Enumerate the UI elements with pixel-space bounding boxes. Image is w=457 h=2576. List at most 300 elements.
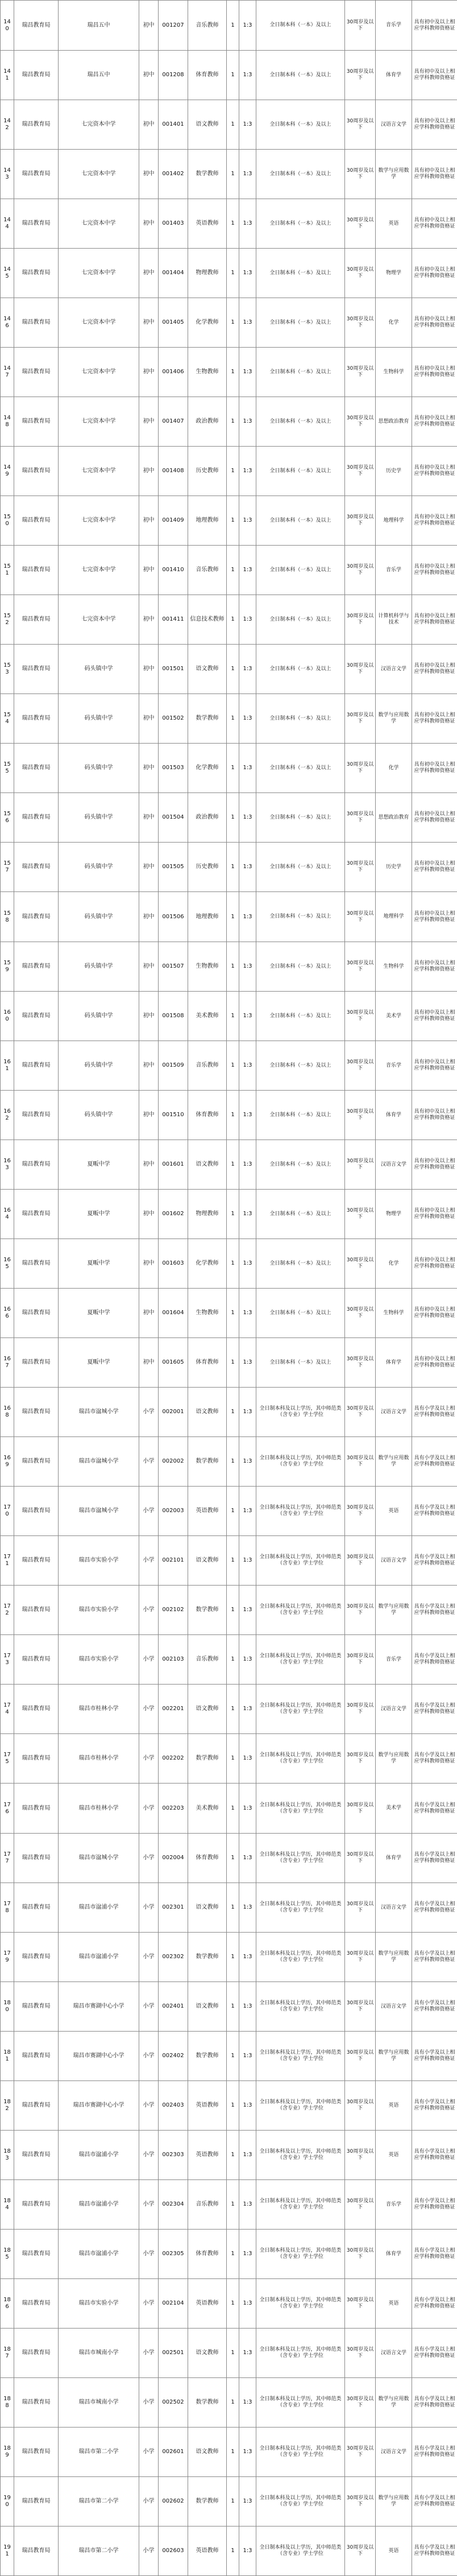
exam-ratio-cell: 1:3 [239, 1982, 256, 2032]
row-number: 168 [1, 1388, 14, 1437]
education-cell: 全日制本科及以上学历，其中师范类（含专业）学士学位 [256, 1982, 345, 2032]
post-name-cell: 音乐教师 [188, 546, 227, 595]
major-cell: 生物科学 [376, 1289, 412, 1338]
department-cell: 瑞昌教育局 [14, 397, 59, 447]
other-conditions-cell: 具有初中及以上相应学科教师资格证 [412, 546, 457, 595]
age-cell: 30周岁及以下 [345, 298, 376, 348]
row-number: 184 [1, 2180, 14, 2230]
row-number: 167 [1, 1338, 14, 1388]
row-number: 141 [1, 51, 14, 100]
age-cell: 30周岁及以下 [345, 2378, 376, 2428]
employer-cell: 七完资本中学 [59, 397, 139, 447]
table-row [1, 447, 457, 496]
level-cell: 初中 [139, 348, 159, 397]
education-cell: 全日制本科（一本）及以上 [256, 199, 345, 249]
row-number: 172 [1, 1586, 14, 1635]
employer-cell: 瑞昌市实验小学 [59, 1635, 139, 1685]
level-cell: 小学 [139, 1834, 159, 1883]
employer-cell: 七完资本中学 [59, 100, 139, 150]
department-cell: 瑞昌教育局 [14, 100, 59, 150]
exam-ratio-cell: 1:3 [239, 2279, 256, 2329]
employer-cell: 瑞昌市实验小学 [59, 1586, 139, 1635]
post-name-cell: 数学教师 [188, 2477, 227, 2527]
exam-ratio-cell: 1:3 [239, 2032, 256, 2081]
education-cell: 全日制本科及以上学历，其中师范类（含专业）学士学位 [256, 2032, 345, 2081]
row-number: 163 [1, 1140, 14, 1190]
department-cell: 瑞昌教育局 [14, 843, 59, 892]
department-cell: 瑞昌教育局 [14, 2378, 59, 2428]
level-cell: 小学 [139, 1734, 159, 1784]
education-cell: 全日制本科（一本）及以上 [256, 150, 345, 199]
age-cell: 30周岁及以下 [345, 2032, 376, 2081]
table-row [1, 793, 457, 843]
level-cell: 初中 [139, 447, 159, 496]
major-cell: 数学与应用数学 [376, 1586, 412, 1635]
post-code-cell: 001408 [159, 447, 188, 496]
level-cell: 初中 [139, 150, 159, 199]
employer-cell: 瑞昌五中 [59, 1, 139, 51]
department-cell: 瑞昌教育局 [14, 2180, 59, 2230]
department-cell: 瑞昌教育局 [14, 51, 59, 100]
table-row [1, 546, 457, 595]
table-row [1, 2032, 457, 2081]
age-cell: 30周岁及以下 [345, 942, 376, 992]
row-number: 175 [1, 1734, 14, 1784]
department-cell: 瑞昌教育局 [14, 298, 59, 348]
other-conditions-cell: 具有初中及以上相应学科教师资格证 [412, 645, 457, 694]
post-name-cell: 英语教师 [188, 2081, 227, 2131]
department-cell: 瑞昌教育局 [14, 1982, 59, 2032]
post-name-cell: 物理教师 [188, 249, 227, 298]
post-name-cell: 生物教师 [188, 942, 227, 992]
age-cell: 30周岁及以下 [345, 2230, 376, 2279]
employer-cell: 七完资本中学 [59, 199, 139, 249]
department-cell: 瑞昌教育局 [14, 595, 59, 645]
age-cell: 30周岁及以下 [345, 645, 376, 694]
table-row [1, 100, 457, 150]
education-cell: 全日制本科及以上学历，其中师范类（含专业）学士学位 [256, 1685, 345, 1734]
headcount-cell: 1 [227, 1, 239, 51]
headcount-cell: 1 [227, 1239, 239, 1289]
major-cell: 英语 [376, 199, 412, 249]
table-row [1, 2180, 457, 2230]
table-row [1, 1091, 457, 1140]
table-row [1, 2230, 457, 2279]
headcount-cell: 1 [227, 1834, 239, 1883]
exam-ratio-cell: 1:3 [239, 1784, 256, 1834]
exam-ratio-cell: 1:3 [239, 2477, 256, 2527]
row-number: 159 [1, 942, 14, 992]
other-conditions-cell: 具有初中及以上相应学科教师资格证 [412, 1239, 457, 1289]
education-cell: 全日制本科及以上学历，其中师范类（含专业）学士学位 [256, 1635, 345, 1685]
headcount-cell: 1 [227, 1685, 239, 1734]
major-cell: 计算机科学与技术 [376, 595, 412, 645]
table-row [1, 1834, 457, 1883]
major-cell: 英语 [376, 2081, 412, 2131]
major-cell: 体育学 [376, 1338, 412, 1388]
exam-ratio-cell: 1:3 [239, 2428, 256, 2477]
employer-cell: 瑞昌市城南小学 [59, 2329, 139, 2378]
row-number: 147 [1, 348, 14, 397]
department-cell: 瑞昌教育局 [14, 249, 59, 298]
post-code-cell: 001505 [159, 843, 188, 892]
exam-ratio-cell: 1:3 [239, 1190, 256, 1239]
other-conditions-cell: 具有初中及以上相应学科教师资格证 [412, 744, 457, 793]
other-conditions-cell: 具有初中及以上相应学科教师资格证 [412, 249, 457, 298]
headcount-cell: 1 [227, 843, 239, 892]
education-cell: 全日制本科（一本）及以上 [256, 100, 345, 150]
education-cell: 全日制本科（一本）及以上 [256, 1239, 345, 1289]
row-number: 164 [1, 1190, 14, 1239]
post-code-cell: 002403 [159, 2081, 188, 2131]
age-cell: 30周岁及以下 [345, 1239, 376, 1289]
department-cell: 瑞昌教育局 [14, 2032, 59, 2081]
employer-cell: 瑞昌市湓浦小学 [59, 2180, 139, 2230]
headcount-cell: 1 [227, 1437, 239, 1487]
post-code-cell: 001403 [159, 199, 188, 249]
table-row [1, 992, 457, 1041]
employer-cell: 瑞昌市桂林小学 [59, 1784, 139, 1834]
education-cell: 全日制本科及以上学历，其中师范类（含专业）学士学位 [256, 2279, 345, 2329]
row-number: 171 [1, 1536, 14, 1586]
table-row [1, 2477, 457, 2527]
table-row [1, 744, 457, 793]
post-code-cell: 002202 [159, 1734, 188, 1784]
department-cell: 瑞昌教育局 [14, 1388, 59, 1437]
education-cell: 全日制本科（一本）及以上 [256, 843, 345, 892]
age-cell: 30周岁及以下 [345, 397, 376, 447]
post-name-cell: 历史教师 [188, 447, 227, 496]
age-cell: 30周岁及以下 [345, 1685, 376, 1734]
row-number: 177 [1, 1834, 14, 1883]
level-cell: 初中 [139, 1041, 159, 1091]
post-name-cell: 英语教师 [188, 2131, 227, 2180]
row-number: 152 [1, 595, 14, 645]
row-number: 143 [1, 150, 14, 199]
department-cell: 瑞昌教育局 [14, 447, 59, 496]
department-cell: 瑞昌教育局 [14, 2329, 59, 2378]
employer-cell: 瑞昌市湓浦小学 [59, 2131, 139, 2180]
major-cell: 音乐学 [376, 1635, 412, 1685]
headcount-cell: 1 [227, 1635, 239, 1685]
table-row [1, 595, 457, 645]
exam-ratio-cell: 1:3 [239, 100, 256, 150]
other-conditions-cell: 具有小学及以上相应学科教师资格证 [412, 1685, 457, 1734]
education-cell: 全日制本科及以上学历，其中师范类（含专业）学士学位 [256, 2180, 345, 2230]
major-cell: 历史学 [376, 843, 412, 892]
education-cell: 全日制本科及以上学历，其中师范类（含专业）学士学位 [256, 2230, 345, 2279]
age-cell: 30周岁及以下 [345, 1041, 376, 1091]
level-cell: 小学 [139, 1536, 159, 1586]
level-cell: 初中 [139, 1289, 159, 1338]
employer-cell: 瑞昌市湓城小学 [59, 1487, 139, 1536]
level-cell: 初中 [139, 199, 159, 249]
table-row [1, 1338, 457, 1388]
employer-cell: 码头镇中学 [59, 1041, 139, 1091]
post-name-cell: 语文教师 [188, 645, 227, 694]
headcount-cell: 1 [227, 2527, 239, 2576]
headcount-cell: 1 [227, 595, 239, 645]
department-cell: 瑞昌教育局 [14, 1338, 59, 1388]
table-row [1, 298, 457, 348]
post-code-cell: 002305 [159, 2230, 188, 2279]
exam-ratio-cell: 1:3 [239, 1536, 256, 1586]
level-cell: 小学 [139, 2428, 159, 2477]
major-cell: 数学与应用数学 [376, 2477, 412, 2527]
headcount-cell: 1 [227, 1388, 239, 1437]
row-number: 179 [1, 1933, 14, 1982]
education-cell: 全日制本科（一本）及以上 [256, 595, 345, 645]
headcount-cell: 1 [227, 1982, 239, 2032]
level-cell: 初中 [139, 1140, 159, 1190]
headcount-cell: 1 [227, 150, 239, 199]
post-code-cell: 002603 [159, 2527, 188, 2576]
row-number: 186 [1, 2279, 14, 2329]
education-cell: 全日制本科及以上学历，其中师范类（含专业）学士学位 [256, 2527, 345, 2576]
level-cell: 初中 [139, 496, 159, 546]
post-code-cell: 002201 [159, 1685, 188, 1734]
other-conditions-cell: 具有小学及以上相应学科教师资格证 [412, 1883, 457, 1933]
table-row [1, 1883, 457, 1933]
post-name-cell: 物理教师 [188, 1190, 227, 1239]
employer-cell: 七完资本中学 [59, 249, 139, 298]
major-cell: 音乐学 [376, 1, 412, 51]
headcount-cell: 1 [227, 1784, 239, 1834]
level-cell: 小学 [139, 1933, 159, 1982]
department-cell: 瑞昌教育局 [14, 1239, 59, 1289]
other-conditions-cell: 具有小学及以上相应学科教师资格证 [412, 2527, 457, 2576]
department-cell: 瑞昌教育局 [14, 2279, 59, 2329]
level-cell: 初中 [139, 397, 159, 447]
department-cell: 瑞昌教育局 [14, 645, 59, 694]
row-number: 180 [1, 1982, 14, 2032]
level-cell: 小学 [139, 2329, 159, 2378]
employer-cell: 瑞昌市桂林小学 [59, 1685, 139, 1734]
other-conditions-cell: 具有小学及以上相应学科教师资格证 [412, 1536, 457, 1586]
post-name-cell: 数学教师 [188, 2032, 227, 2081]
level-cell: 初中 [139, 843, 159, 892]
employer-cell: 夏畈中学 [59, 1338, 139, 1388]
department-cell: 瑞昌教育局 [14, 1586, 59, 1635]
level-cell: 小学 [139, 2378, 159, 2428]
level-cell: 小学 [139, 1437, 159, 1487]
employer-cell: 瑞昌市湓浦小学 [59, 1933, 139, 1982]
department-cell: 瑞昌教育局 [14, 744, 59, 793]
post-code-cell: 001509 [159, 1041, 188, 1091]
exam-ratio-cell: 1:3 [239, 1, 256, 51]
age-cell: 30周岁及以下 [345, 744, 376, 793]
post-name-cell: 语文教师 [188, 1883, 227, 1933]
employer-cell: 七完资本中学 [59, 546, 139, 595]
table-row [1, 2131, 457, 2180]
table-row [1, 1, 457, 51]
exam-ratio-cell: 1:3 [239, 1734, 256, 1784]
major-cell: 美术学 [376, 1784, 412, 1834]
row-number: 155 [1, 744, 14, 793]
major-cell: 数学与应用数学 [376, 1933, 412, 1982]
age-cell: 30周岁及以下 [345, 1190, 376, 1239]
department-cell: 瑞昌教育局 [14, 1883, 59, 1933]
major-cell: 音乐学 [376, 546, 412, 595]
other-conditions-cell: 具有初中及以上相应学科教师资格证 [412, 199, 457, 249]
post-code-cell: 001407 [159, 397, 188, 447]
exam-ratio-cell: 1:3 [239, 2081, 256, 2131]
other-conditions-cell: 具有初中及以上相应学科教师资格证 [412, 1338, 457, 1388]
other-conditions-cell: 具有初中及以上相应学科教师资格证 [412, 348, 457, 397]
other-conditions-cell: 具有小学及以上相应学科教师资格证 [412, 2230, 457, 2279]
major-cell: 数学与应用数学 [376, 150, 412, 199]
row-number: 182 [1, 2081, 14, 2131]
headcount-cell: 1 [227, 2279, 239, 2329]
age-cell: 30周岁及以下 [345, 2329, 376, 2378]
department-cell: 瑞昌教育局 [14, 546, 59, 595]
headcount-cell: 1 [227, 397, 239, 447]
post-code-cell: 001411 [159, 595, 188, 645]
table-row [1, 1388, 457, 1437]
headcount-cell: 1 [227, 298, 239, 348]
exam-ratio-cell: 1:3 [239, 992, 256, 1041]
major-cell: 汉语言文学 [376, 1883, 412, 1933]
post-code-cell: 002402 [159, 2032, 188, 2081]
department-cell: 瑞昌教育局 [14, 150, 59, 199]
row-number: 153 [1, 645, 14, 694]
post-code-cell: 001405 [159, 298, 188, 348]
education-cell: 全日制本科（一本）及以上 [256, 694, 345, 744]
other-conditions-cell: 具有初中及以上相应学科教师资格证 [412, 1091, 457, 1140]
employer-cell: 瑞昌市城南小学 [59, 2378, 139, 2428]
employer-cell: 瑞昌市湓城小学 [59, 1388, 139, 1437]
post-code-cell: 001603 [159, 1239, 188, 1289]
exam-ratio-cell: 1:3 [239, 744, 256, 793]
level-cell: 初中 [139, 1338, 159, 1388]
table-row [1, 150, 457, 199]
exam-ratio-cell: 1:3 [239, 249, 256, 298]
post-code-cell: 001503 [159, 744, 188, 793]
table-row [1, 2329, 457, 2378]
table-row [1, 843, 457, 892]
post-name-cell: 语文教师 [188, 1140, 227, 1190]
employer-cell: 码头镇中学 [59, 942, 139, 992]
headcount-cell: 1 [227, 645, 239, 694]
table-row [1, 1635, 457, 1685]
age-cell: 30周岁及以下 [345, 1734, 376, 1784]
education-cell: 全日制本科及以上学历，其中师范类（含专业）学士学位 [256, 1734, 345, 1784]
headcount-cell: 1 [227, 793, 239, 843]
other-conditions-cell: 具有小学及以上相应学科教师资格证 [412, 1487, 457, 1536]
row-number: 166 [1, 1289, 14, 1338]
exam-ratio-cell: 1:3 [239, 1933, 256, 1982]
education-cell: 全日制本科及以上学历，其中师范类（含专业）学士学位 [256, 2378, 345, 2428]
age-cell: 30周岁及以下 [345, 2428, 376, 2477]
post-name-cell: 英语教师 [188, 2279, 227, 2329]
major-cell: 汉语言文学 [376, 1536, 412, 1586]
post-code-cell: 001504 [159, 793, 188, 843]
education-cell: 全日制本科（一本）及以上 [256, 1041, 345, 1091]
major-cell: 体育学 [376, 1834, 412, 1883]
exam-ratio-cell: 1:3 [239, 1834, 256, 1883]
education-cell: 全日制本科及以上学历，其中师范类（含专业）学士学位 [256, 1586, 345, 1635]
department-cell: 瑞昌教育局 [14, 1041, 59, 1091]
education-cell: 全日制本科（一本）及以上 [256, 793, 345, 843]
headcount-cell: 1 [227, 51, 239, 100]
major-cell: 英语 [376, 2527, 412, 2576]
level-cell: 小学 [139, 2527, 159, 2576]
major-cell: 生物科学 [376, 942, 412, 992]
department-cell: 瑞昌教育局 [14, 942, 59, 992]
age-cell: 30周岁及以下 [345, 1091, 376, 1140]
level-cell: 小学 [139, 1685, 159, 1734]
row-number: 140 [1, 1, 14, 51]
major-cell: 汉语言文学 [376, 2428, 412, 2477]
table-row [1, 1536, 457, 1586]
department-cell: 瑞昌教育局 [14, 1289, 59, 1338]
table-body [1, 1, 457, 2576]
department-cell: 瑞昌教育局 [14, 1, 59, 51]
post-name-cell: 化学教师 [188, 1239, 227, 1289]
row-number: 191 [1, 2527, 14, 2576]
other-conditions-cell: 具有小学及以上相应学科教师资格证 [412, 2131, 457, 2180]
department-cell: 瑞昌教育局 [14, 2428, 59, 2477]
post-code-cell: 001601 [159, 1140, 188, 1190]
other-conditions-cell: 具有初中及以上相应学科教师资格证 [412, 595, 457, 645]
exam-ratio-cell: 1:3 [239, 595, 256, 645]
headcount-cell: 1 [227, 1536, 239, 1586]
headcount-cell: 1 [227, 447, 239, 496]
exam-ratio-cell: 1:3 [239, 1586, 256, 1635]
employer-cell: 码头镇中学 [59, 892, 139, 942]
post-name-cell: 音乐教师 [188, 1635, 227, 1685]
table-row [1, 645, 457, 694]
employer-cell: 瑞昌市第二小学 [59, 2527, 139, 2576]
other-conditions-cell: 具有初中及以上相应学科教师资格证 [412, 1190, 457, 1239]
post-code-cell: 002001 [159, 1388, 188, 1437]
other-conditions-cell: 具有初中及以上相应学科教师资格证 [412, 1140, 457, 1190]
post-code-cell: 001507 [159, 942, 188, 992]
headcount-cell: 1 [227, 2081, 239, 2131]
employer-cell: 七完资本中学 [59, 298, 139, 348]
exam-ratio-cell: 1:3 [239, 1883, 256, 1933]
exam-ratio-cell: 1:3 [239, 1140, 256, 1190]
headcount-cell: 1 [227, 2180, 239, 2230]
headcount-cell: 1 [227, 694, 239, 744]
headcount-cell: 1 [227, 1487, 239, 1536]
exam-ratio-cell: 1:3 [239, 51, 256, 100]
exam-ratio-cell: 1:3 [239, 793, 256, 843]
level-cell: 初中 [139, 51, 159, 100]
headcount-cell: 1 [227, 2032, 239, 2081]
post-code-cell: 001605 [159, 1338, 188, 1388]
headcount-cell: 1 [227, 2378, 239, 2428]
education-cell: 全日制本科（一本）及以上 [256, 1140, 345, 1190]
education-cell: 全日制本科（一本）及以上 [256, 1091, 345, 1140]
post-code-cell: 001402 [159, 150, 188, 199]
employer-cell: 码头镇中学 [59, 1091, 139, 1140]
other-conditions-cell: 具有初中及以上相应学科教师资格证 [412, 298, 457, 348]
education-cell: 全日制本科（一本）及以上 [256, 397, 345, 447]
table-row [1, 1487, 457, 1536]
row-number: 158 [1, 892, 14, 942]
exam-ratio-cell: 1:3 [239, 694, 256, 744]
age-cell: 30周岁及以下 [345, 694, 376, 744]
age-cell: 30周岁及以下 [345, 249, 376, 298]
post-name-cell: 语文教师 [188, 1536, 227, 1586]
post-name-cell: 信息技术教师 [188, 595, 227, 645]
employer-cell: 瑞昌市实验小学 [59, 1536, 139, 1586]
level-cell: 小学 [139, 2032, 159, 2081]
employer-cell: 夏畈中学 [59, 1190, 139, 1239]
post-code-cell: 001604 [159, 1289, 188, 1338]
table-row [1, 1041, 457, 1091]
